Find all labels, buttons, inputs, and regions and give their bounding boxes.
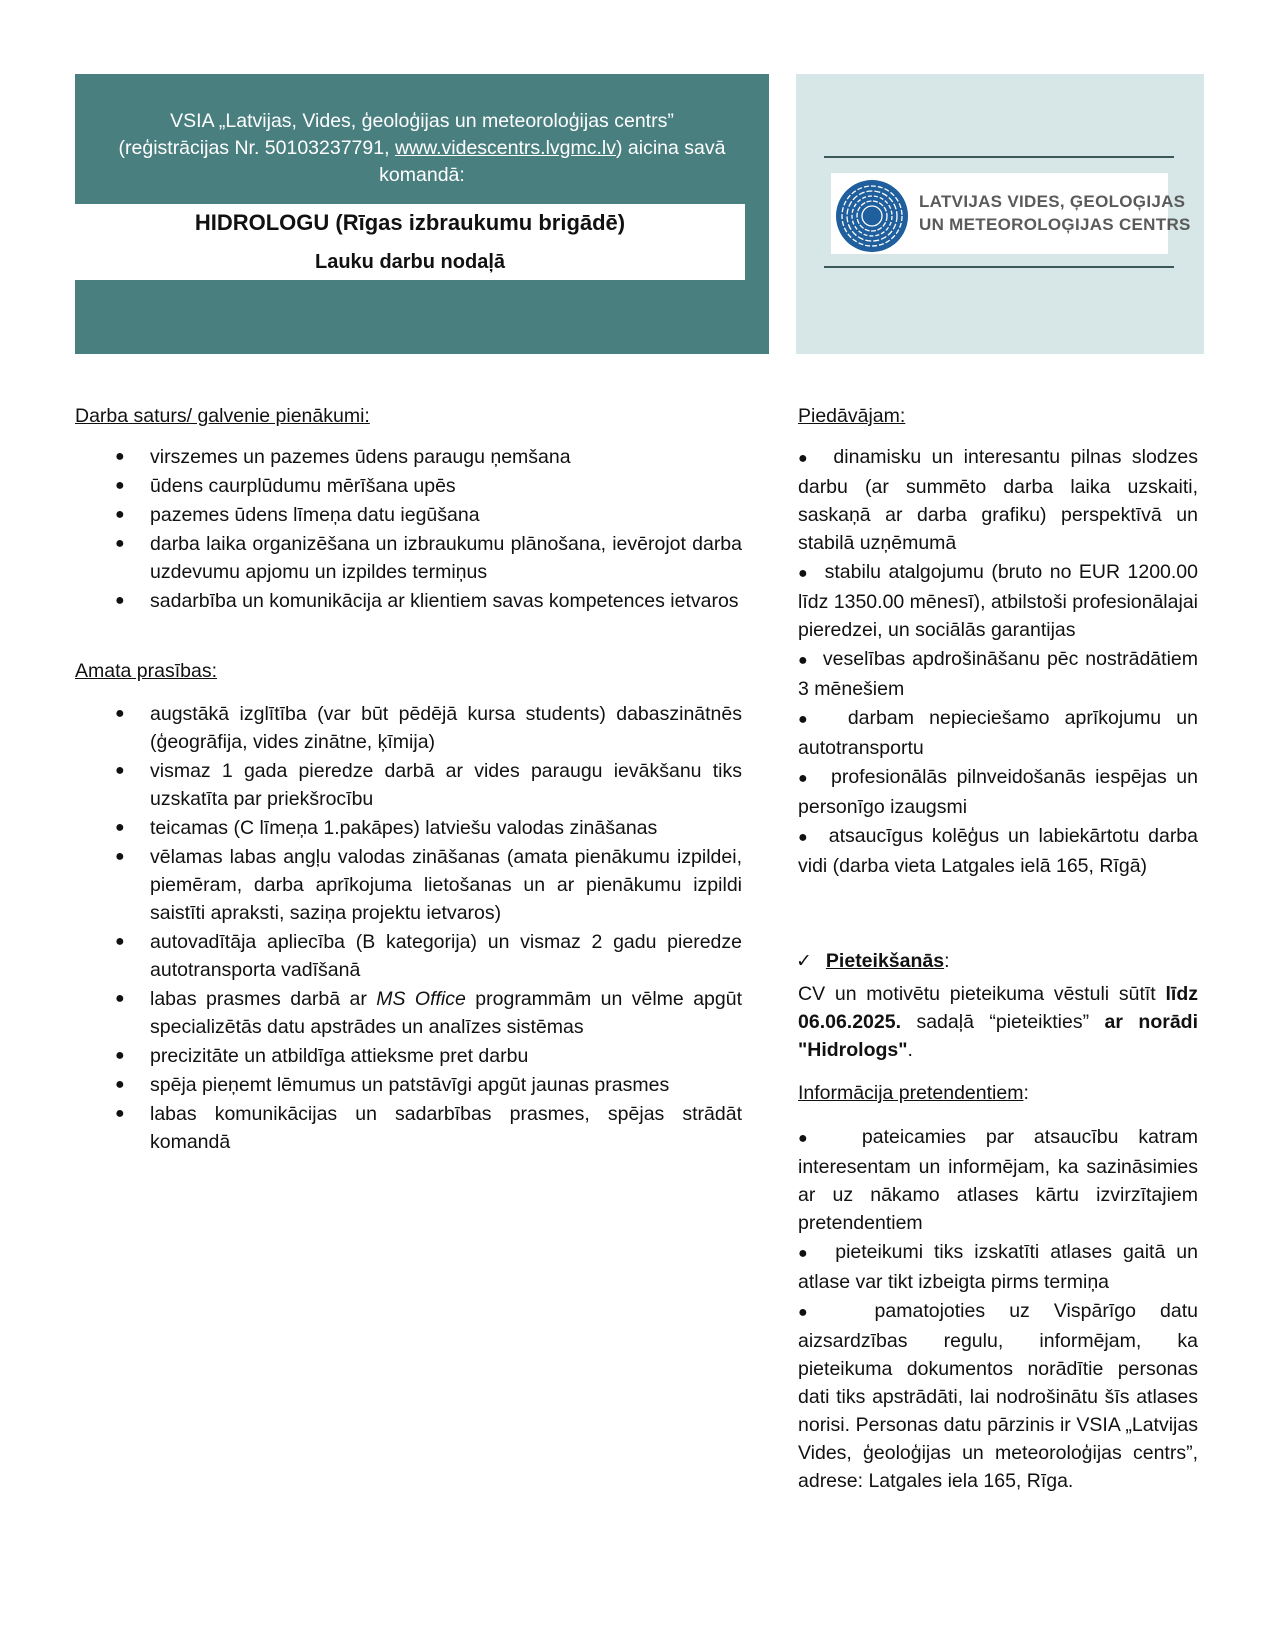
list-item: ● autovadītāja apliecība (B kategorija) un vismaz 2 gadu pieredze autotransporta vadīšanā xyxy=(75,928,742,984)
bullet-icon: ● xyxy=(798,450,813,467)
list-item: ● augstākā izglītība (var būt pēdējā kursa students) dabaszinātnēs (ģeogrāfija, vides zinātne, ķīmija) xyxy=(75,700,742,756)
list-item: ● vēlamas labas angļu valodas zināšanas (amata pienākumu izpildei, piemēram, darba aprīkojuma lietošanas un ar pienākumu izpildi saistīti apraksti, saziņa projektu ietvaros) xyxy=(75,843,742,927)
list-item: ● veselības apdrošināšanu pēc nostrādātiem 3 mēnešiem xyxy=(798,648,1198,700)
bullet-icon: ● xyxy=(115,1047,125,1064)
header-banner xyxy=(75,74,769,354)
bullet-icon: ● xyxy=(798,1304,827,1321)
job-title: HIDROLOGU (Rīgas izbraukumu brigādē) xyxy=(194,210,626,235)
bullet-icon: ● xyxy=(115,990,125,1007)
list-item: ● pamatojoties uz Vispārīgo datu aizsardzības regulu, informējam, ka pieteikuma dokumentos norādītie personas dati tiks apstrādāti, lai nodrošinātu šīs atlases norisi. Personas datu pārzinis ir VSIA „Latvijas Vides, ģeoloģijas un meteoroloģijas centrs”, adrese: Latgales iela 165, Rīga. xyxy=(798,1300,1198,1492)
website-link[interactable]: www.videscentrs.lvgmc.lv xyxy=(394,137,616,159)
requirements-heading: Amata prasības: xyxy=(75,660,217,682)
bullet-icon: ● xyxy=(115,506,125,523)
bullet-icon: ● xyxy=(798,565,810,582)
bullet-icon: ● xyxy=(115,848,125,865)
ms-office-text: MS Office xyxy=(376,988,466,1010)
info-list xyxy=(798,1123,1198,1496)
intro-text xyxy=(75,108,769,189)
bullet-icon: ● xyxy=(115,448,125,465)
bullet-icon: ● xyxy=(115,1105,125,1122)
list-item: ● spēja pieņemt lēmumus un patstāvīgi apgūt jaunas prasmes xyxy=(75,1071,742,1099)
list-item: ● profesionālās pilnveidošanās iespējas un personīgo izaugsmi xyxy=(798,766,1198,818)
list-item: ● sadarbība un komunikācija ar klientiem savas kompetences ietvaros xyxy=(75,587,742,615)
list-item: ● labas komunikācijas un sadarbības prasmes, spējas strādāt komandā xyxy=(75,1100,742,1156)
checkmark-icon: ✓ xyxy=(796,951,812,972)
logo-text-line-2: UN METEOROLOĢIJAS CENTRS xyxy=(919,215,1191,234)
info-heading: Informācija pretendentiem: xyxy=(798,1082,1029,1104)
bullet-icon: ● xyxy=(115,705,125,722)
logo-rule-top xyxy=(824,156,1174,158)
offer-heading: Piedāvājam: xyxy=(798,405,906,427)
job-title-box xyxy=(75,204,745,280)
list-item: ● pieteikumi tiks izskatīti atlases gaitā un atlase var tikt izbeigta pirms termiņa xyxy=(798,1241,1198,1293)
apply-heading: ✓ Pieteikšanās: xyxy=(796,950,950,972)
bullet-icon: ● xyxy=(798,652,810,669)
apply-deadline: līdz 06.06.2025. xyxy=(798,983,1198,1033)
list-item: ● stabilu atalgojumu (bruto no EUR 1200.00 līdz 1350.00 mēnesī), atbilstoši profesionālajai pieredzei, un sociālās garantijas xyxy=(798,561,1198,641)
bullet-icon: ● xyxy=(798,711,818,728)
logo xyxy=(831,173,1191,254)
logo-panel xyxy=(796,74,1204,354)
bullet-icon: ● xyxy=(798,1245,814,1262)
intro-reg-prefix: (reģistrācijas Nr. 50103237791, xyxy=(118,137,395,159)
list-item: ● darba laika organizēšana un izbraukumu plānošana, ievērojot darba uzdevumu apjomu un izpildes termiņus xyxy=(75,530,742,586)
list-item: ● precizitāte un atbildīga attieksme pret darbu xyxy=(75,1042,742,1070)
bullet-icon: ● xyxy=(798,770,812,787)
list-item: ● atsaucīgus kolēģus un labiekārtotu darba vidi (darba vieta Latgales ielā 165, Rīgā) xyxy=(798,825,1198,877)
apply-text: CV un motivētu pieteikuma vēstuli sūtīt līdz 06.06.2025. sadaļā “pieteikties” ar norādi "Hidrologs". xyxy=(798,983,1198,1061)
bullet-icon: ● xyxy=(798,829,812,846)
bullet-icon: ● xyxy=(115,1076,125,1093)
list-item: ● labas prasmes darbā ar MS Office programmām un vēlme apgūt specializētās datu apstrādes un analīzes sistēmas xyxy=(75,985,742,1041)
list-item: ● pateicamies par atsaucību katram interesentam un informējam, ka sazināsimies ar uz nākamo atlases kārtu izvirzītajiem pretendentiem xyxy=(798,1126,1198,1234)
bullet-icon: ● xyxy=(115,535,125,552)
list-item: ● dinamisku un interesantu pilnas slodzes darbu (ar summēto darba laika uzskaiti, saskaņā ar darba grafiku) perspektīvā un stabilā uzņēmumā xyxy=(798,446,1198,554)
intro-line-3: komandā: xyxy=(379,164,465,186)
logo-emblem-icon xyxy=(835,179,909,253)
apply-note: ar norādi "Hidrologs" xyxy=(798,1011,1198,1061)
bullet-icon: ● xyxy=(115,592,125,609)
requirements-list xyxy=(75,700,742,1157)
list-item: ● pazemes ūdens līmeņa datu iegūšana xyxy=(75,501,742,529)
duties-heading: Darba saturs/ galvenie pienākumi: xyxy=(75,405,370,427)
logo-text-line-1: LATVIJAS VIDES, ĢEOLOĢIJAS xyxy=(919,192,1186,211)
bullet-icon: ● xyxy=(115,933,125,950)
bullet-icon: ● xyxy=(115,819,125,836)
offer-list xyxy=(798,443,1198,881)
intro-line-2 xyxy=(75,135,769,162)
list-item: ● darbam nepieciešamo aprīkojumu un autotransportu xyxy=(798,707,1198,759)
list-item: ● vismaz 1 gada pieredze darbā ar vides paraugu ievākšanu tiks uzskatīta par priekšrocību xyxy=(75,757,742,813)
logo-rule-bottom xyxy=(824,266,1174,268)
list-item: ● virszemes un pazemes ūdens paraugu ņemšana xyxy=(75,443,742,471)
list-item: ● teicamas (C līmeņa 1.pakāpes) latviešu valodas zināšanas xyxy=(75,814,742,842)
duties-list xyxy=(75,443,742,616)
bullet-icon: ● xyxy=(798,1130,823,1147)
department: Lauku darbu nodaļā xyxy=(314,251,506,273)
intro-reg-suffix: ) aicina savā xyxy=(616,137,726,159)
list-item: ● ūdens caurplūdumu mērīšana upēs xyxy=(75,472,742,500)
intro-line-1: VSIA „Latvijas, Vides, ģeoloģijas un meteoroloģijas centrs” xyxy=(170,110,674,132)
bullet-icon: ● xyxy=(115,477,125,494)
bullet-icon: ● xyxy=(115,762,125,779)
